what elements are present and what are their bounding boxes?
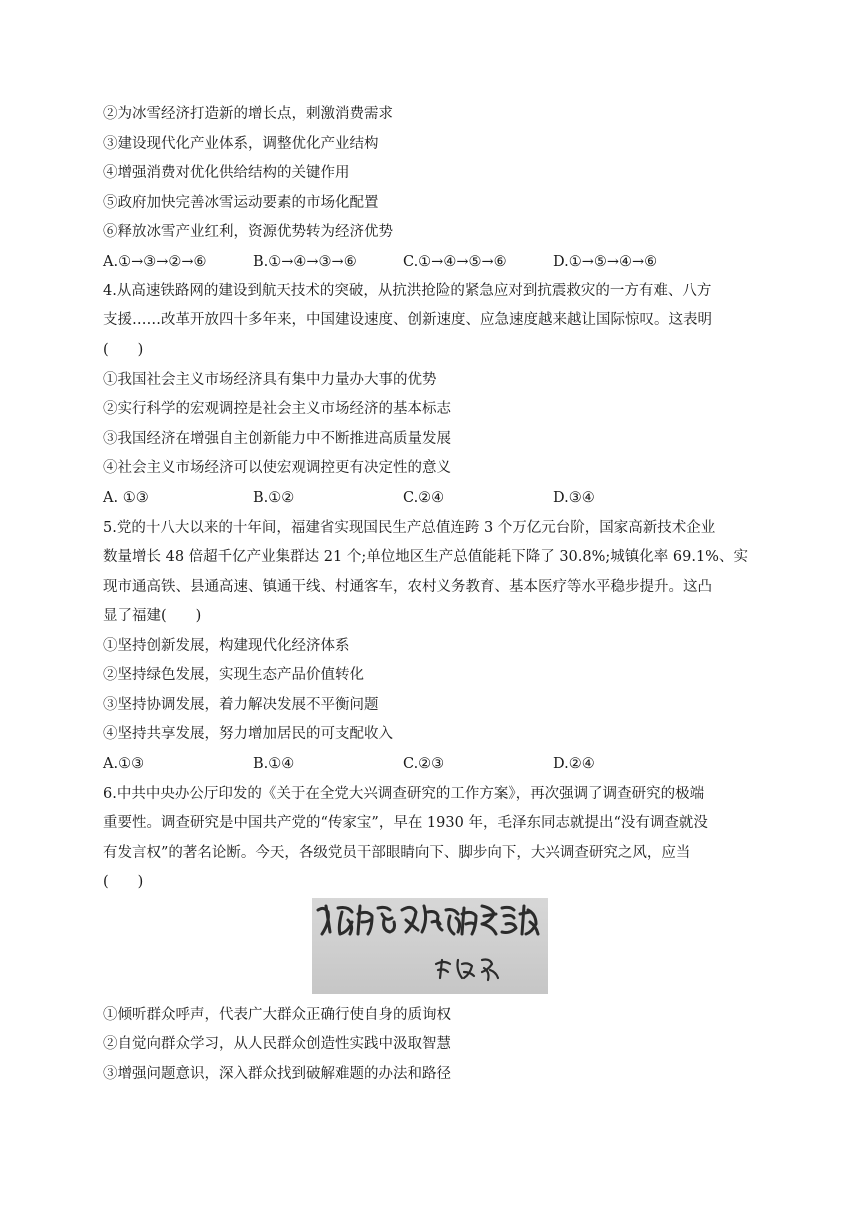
q4-item-2: ②实行科学的宏观调控是社会主义市场经济的基本标志 xyxy=(103,401,451,417)
q6-stem-line-1: 6.中共中央办公厅印发的《关于在全党大兴调查研究的工作方案》，再次强调了调查研究的极端 xyxy=(103,786,705,802)
q5-item-1: ①坚持创新发展，构建现代化经济体系 xyxy=(103,638,350,654)
q3-item-2: ②为冰雪经济打造新的增长点，刺激消费需求 xyxy=(103,106,393,122)
q3-option-a: A.①→③→②→⑥ xyxy=(103,254,207,270)
calligraphy-image xyxy=(312,898,548,994)
q5-stem-line-3: 现市通高铁、县通高速、镇通干线、村通客车，农村义务教育、基本医疗等水平稳步提升。这凸 xyxy=(103,579,712,595)
q5-stem-line-4: 显了福建( ) xyxy=(103,608,202,624)
q5-option-a: A.①③ xyxy=(103,756,145,772)
q5-stem-line-1: 5.党的十八大以来的十年间，福建省实现国民生产总值连跨 3 个万亿元台阶，国家高新技术企业 xyxy=(103,520,716,536)
q6-item-1: ①倾听群众呼声，代表广大群众正确行使自身的质询权 xyxy=(103,1007,451,1023)
q4-option-b: B.①② xyxy=(253,490,295,506)
q4-item-3: ③我国经济在增强自主创新能力中不断推进高质量发展 xyxy=(103,431,451,447)
q4-option-d: D.③④ xyxy=(553,490,595,506)
q4-answer-paren: ( ) xyxy=(103,342,144,358)
q5-option-b: B.①④ xyxy=(253,756,295,772)
q5-option-c: C.②③ xyxy=(403,756,445,772)
q4-option-c: C.②④ xyxy=(403,490,445,506)
q5-stem-line-2: 数量增长 48 倍超千亿产业集群达 21 个;单位地区生产总值能耗下降了 30.8%;城镇化率 69.1%、实 xyxy=(103,549,748,565)
calligraphy-strokes xyxy=(312,898,548,994)
q5-option-d: D.②④ xyxy=(553,756,595,772)
q3-item-5: ⑤政府加快完善冰雪运动要素的市场化配置 xyxy=(103,195,379,211)
q4-option-a: A. ①③ xyxy=(103,490,149,506)
q4-item-4: ④社会主义市场经济可以使宏观调控更有决定性的意义 xyxy=(103,460,451,476)
q4-options xyxy=(103,488,763,508)
q3-item-4: ④增强消费对优化供给结构的关键作用 xyxy=(103,165,350,181)
q4-stem-line-2: 支援……改革开放四十多年来，中国建设速度、创新速度、应急速度越来越让国际惊叹。这表明 xyxy=(103,312,712,328)
q5-item-3: ③坚持协调发展，着力解决发展不平衡问题 xyxy=(103,697,379,713)
q6-stem-line-3: 有发言权”的著名论断。今天，各级党员干部眼睛向下、脚步向下，大兴调查研究之风，应当 xyxy=(103,845,691,861)
q3-option-c: C.①→④→⑤→⑥ xyxy=(403,254,507,270)
q6-answer-paren: ( ) xyxy=(103,874,144,890)
q5-item-2: ②坚持绿色发展，实现生态产品价值转化 xyxy=(103,667,364,683)
q5-item-4: ④坚持共享发展，努力增加居民的可支配收入 xyxy=(103,726,393,742)
q3-options xyxy=(103,252,763,272)
q4-item-1: ①我国社会主义市场经济具有集中力量办大事的优势 xyxy=(103,372,437,388)
q6-item-2: ②自觉向群众学习，从人民群众创造性实践中汲取智慧 xyxy=(103,1036,451,1052)
q3-option-b: B.①→④→③→⑥ xyxy=(253,254,357,270)
q3-item-6: ⑥释放冰雪产业红利，资源优势转为经济优势 xyxy=(103,224,393,240)
q5-options xyxy=(103,754,763,774)
q3-item-3: ③建设现代化产业体系，调整优化产业结构 xyxy=(103,136,379,152)
q3-option-d: D.①→⑤→④→⑥ xyxy=(553,254,658,270)
q6-item-3: ③增强问题意识，深入群众找到破解难题的办法和路径 xyxy=(103,1066,451,1082)
q4-stem-line-1: 4.从高速铁路网的建设到航天技术的突破，从抗洪抢险的紧急应对到抗震救灾的一方有难、八方 xyxy=(103,283,712,299)
q6-stem-line-2: 重要性。调查研究是中国共产党的“传家宝”，早在 1930 年，毛泽东同志就提出“没有调查就没 xyxy=(103,815,708,831)
